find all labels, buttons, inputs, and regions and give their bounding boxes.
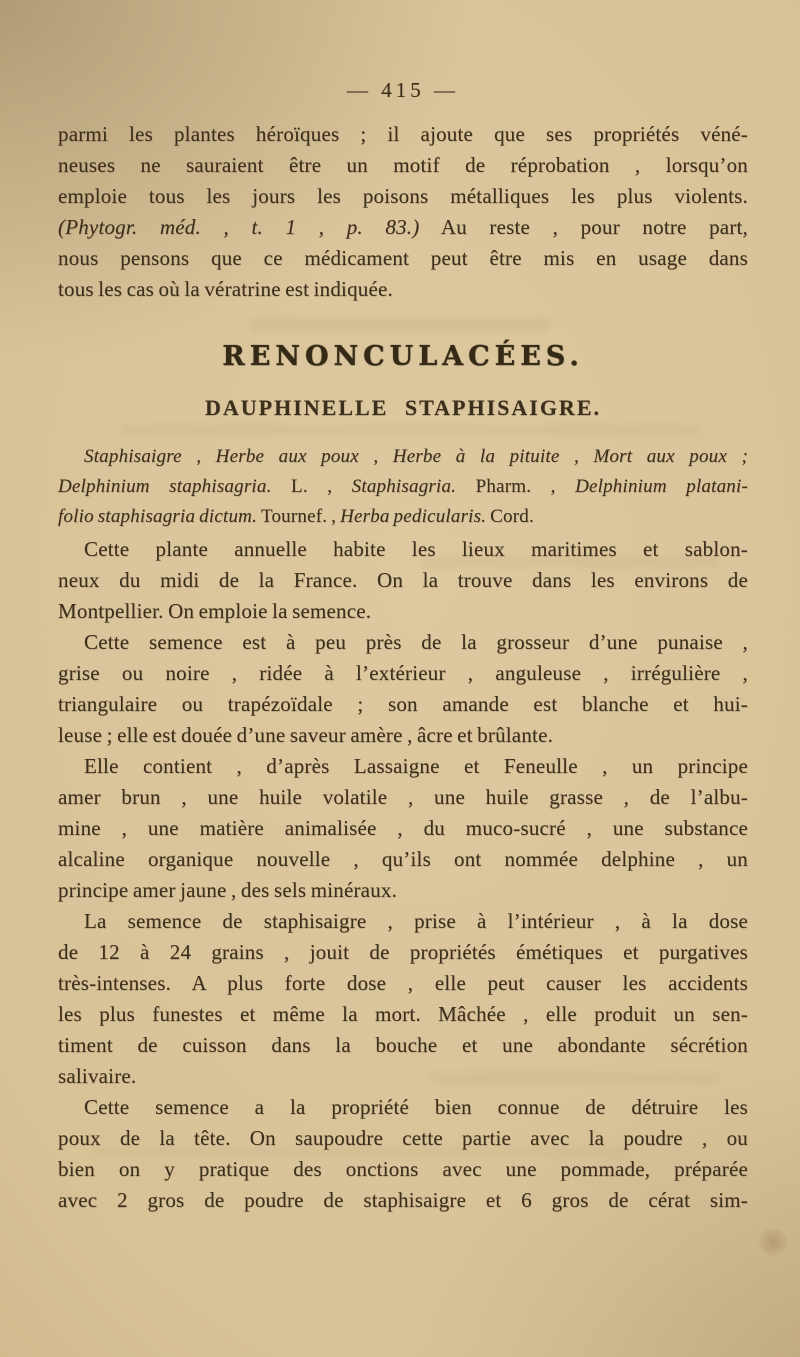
text-line: Elle contient , d’après Lassaigne et Feneulle , un principe [84, 754, 748, 778]
paragraph-lice-remedy [58, 1092, 748, 1216]
paragraph-habitat [58, 534, 748, 627]
text-line: emploie tous les jours les poisons métalliques les plus violents. [58, 184, 748, 208]
page-number: — 415 — [347, 78, 459, 102]
text-line: grise ou noire , ridée à l’extérieur , anguleuse , irrégulière , [58, 661, 748, 685]
text-line [58, 472, 748, 502]
text-line: La semence de staphisaigre , prise à l’intérieur , à la dose [84, 909, 748, 933]
text-line: timent de cuisson dans la bouche et une abondante sécrétion [58, 1033, 748, 1057]
author-abbrev: L. , [291, 476, 333, 497]
text-line: Montpellier. On emploie la semence. [58, 599, 372, 623]
text-line: neux du midi de la France. On la trouve dans les environs de [58, 568, 748, 592]
text-line: mine , une matière animalisée , du muco-sucré , une substance [58, 816, 748, 840]
text-line: neuses ne sauraient être un motif de réprobation , lorsqu’on [58, 153, 748, 177]
text-line: parmi les plantes héroïques ; il ajoute que ses propriétés véné- [58, 122, 748, 146]
text-line: alcaline organique nouvelle , qu’ils ont nommée delphine , un [58, 847, 748, 871]
text-line: leuse ; elle est douée d’une saveur amère , âcre et brûlante. [58, 723, 554, 747]
paragraph-dosage-effects [58, 906, 748, 1092]
text-span: Au reste , pour notre part, [440, 215, 749, 239]
text-line: Staphisaigre , Herbe aux poux , Herbe à la pituite , Mort aux poux ; [84, 446, 748, 467]
text-line: salivaire. [58, 1064, 137, 1088]
text-line: bien on y pratique des onctions avec une pommade, préparée [58, 1157, 748, 1181]
text-line: tous les cas où la vératrine est indiquée. [58, 277, 393, 301]
text-line: avec 2 gros de poudre de staphisaigre et 6 gros de cérat sim- [58, 1188, 748, 1212]
text-line [58, 502, 748, 532]
text-line: les plus funestes et même la mort. Mâchée , elle produit un sen- [58, 1002, 748, 1026]
intro-paragraph [58, 119, 748, 305]
text-line [58, 212, 748, 243]
synonyms-paragraph [58, 442, 748, 532]
text-line: amer brun , une huile volatile , une huile grasse , de l’albu- [58, 785, 748, 809]
author-abbrev: Cord. [490, 506, 534, 527]
botanical-name: folio staphisagria dictum. [58, 506, 258, 527]
botanical-name: Staphisagria. [351, 476, 457, 497]
text-line: Cette semence est à peu près de la grosseur d’une punaise , [84, 630, 748, 654]
paragraph-composition [58, 751, 748, 906]
paragraph-seed-description [58, 627, 748, 751]
text-line: Cette plante annuelle habite les lieux maritimes et sablon- [84, 537, 748, 561]
text-line: triangulaire ou trapézoïdale ; son amande est blanche et hui- [58, 692, 748, 716]
text-line: poux de la tête. On saupoudre cette partie avec la poudre , ou [58, 1126, 748, 1150]
botanical-name: Delphinium staphisagria. [58, 476, 272, 497]
text-line: nous pensons que ce médicament peut être mis en usage dans [58, 246, 748, 270]
author-abbrev: Pharm. , [475, 476, 556, 497]
text-line: Cette semence a la propriété bien connue de détruire les [84, 1095, 748, 1119]
text-line: de 12 à 24 grains , jouit de propriétés émétiques et purgatives [58, 940, 748, 964]
botanical-name: Delphinium platani- [575, 476, 749, 497]
family-heading: RENONCULACÉES. [222, 341, 584, 372]
species-heading: DAUPHINELLE STAPHISAIGRE. [205, 395, 601, 420]
text-line: principe amer jaune , des sels minéraux. [58, 878, 398, 902]
author-abbrev: Tournef. , [260, 506, 337, 527]
text-line: très-intenses. A plus forte dose , elle peut causer les accidents [58, 971, 748, 995]
botanical-name: Herba pedicularis. [340, 506, 487, 527]
citation-italic: (Phytogr. méd. , t. 1 , p. 83.) [58, 215, 420, 239]
